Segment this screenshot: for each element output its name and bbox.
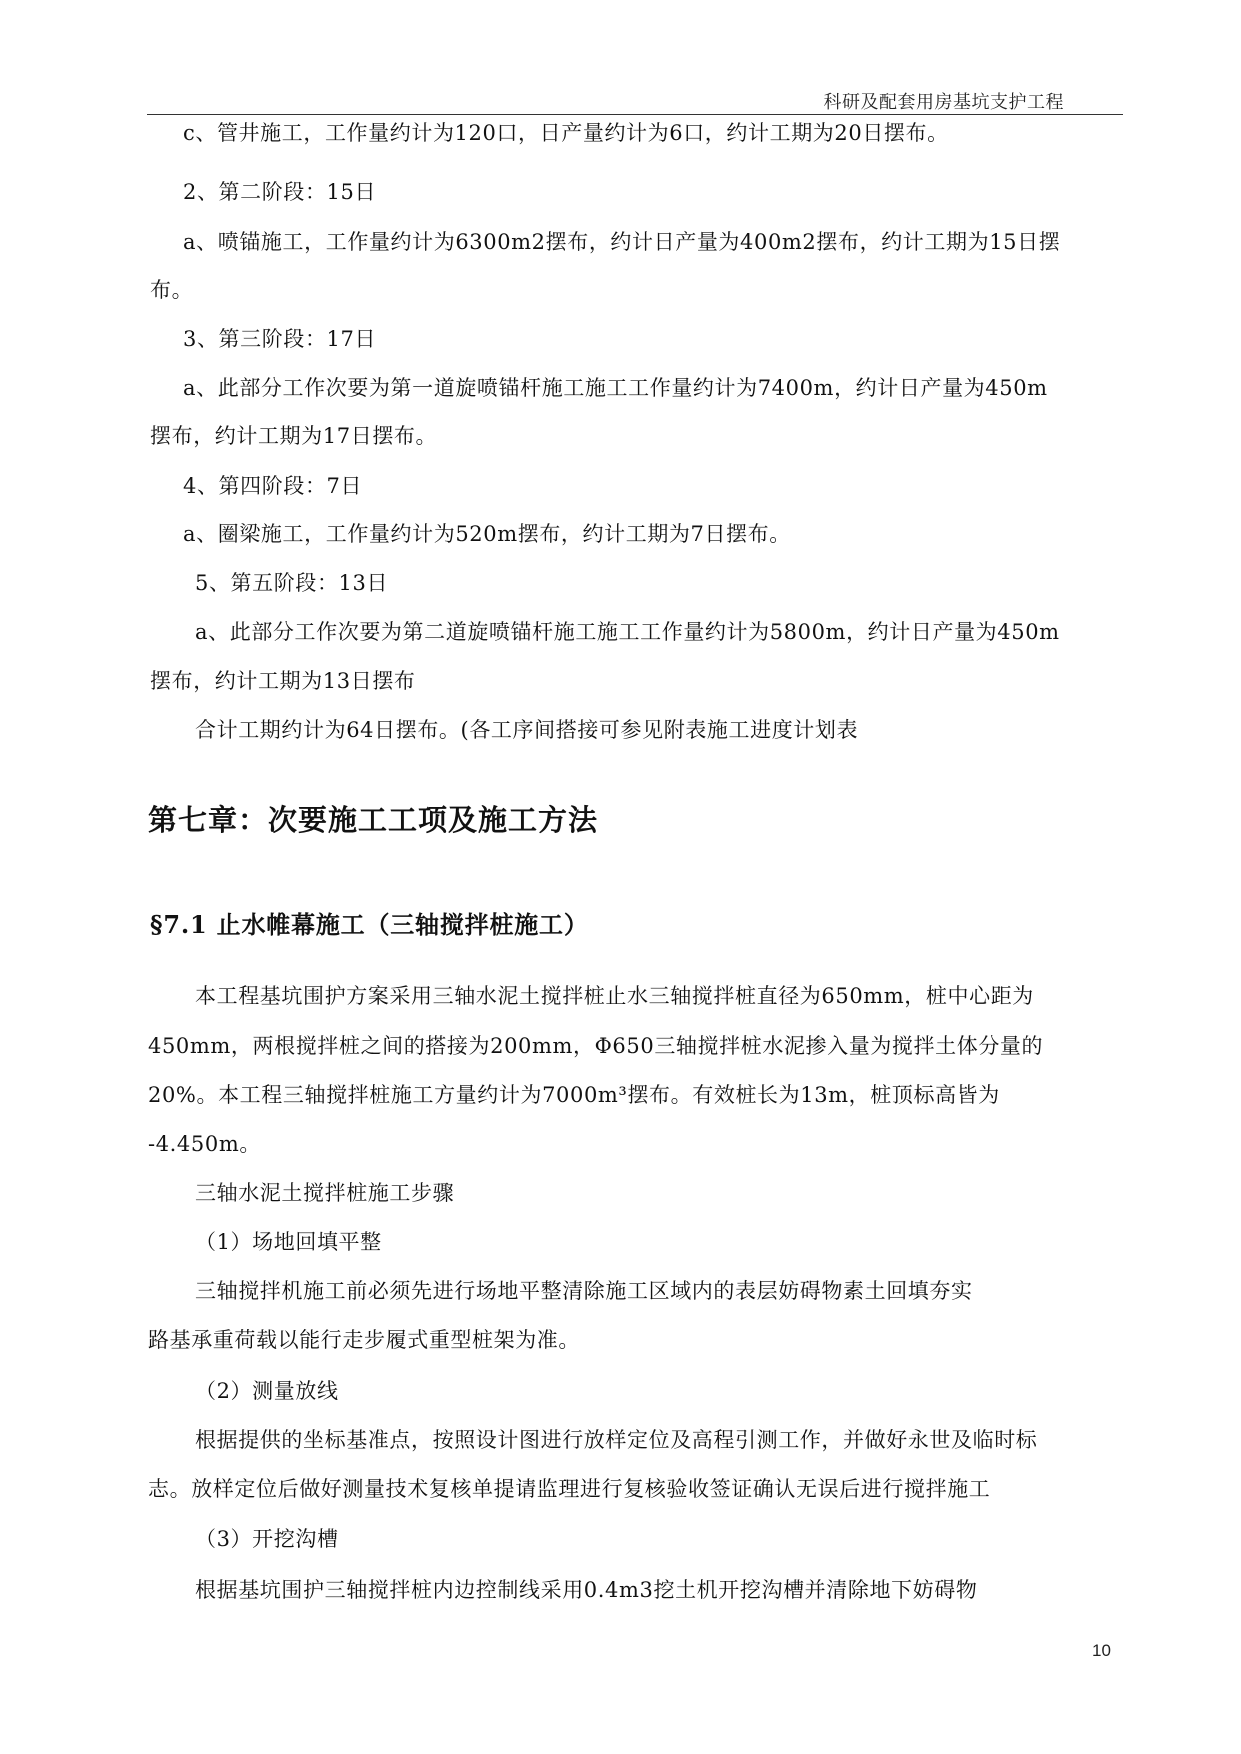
section-title: §7.1 止水帷幕施工（三轴搅拌桩施工） (150, 910, 589, 939)
body-line: a、此部分工作次要为第一道旋喷锚杆施工施工工作量约计为7400m，约计日产量为450m (183, 376, 1048, 400)
header-divider (147, 114, 1123, 115)
body-line: 摆布，约计工期为13日摆布 (150, 669, 416, 693)
running-header: 科研及配套用房基坑支护工程 (823, 92, 1064, 113)
section-line: 20%。本工程三轴搅拌桩施工方量约计为7000m³摆布。有效桩长为13m，桩顶标高皆为 (148, 1083, 1000, 1107)
body-line: 2、第二阶段：15日 (183, 180, 377, 204)
section-subheading: （2）测量放线 (195, 1379, 339, 1403)
section-line: 三轴水泥土搅拌桩施工步骤 (195, 1181, 455, 1205)
section-line: 路基承重荷载以能行走步履式重型桩架为准。 (148, 1328, 580, 1352)
body-line: 摆布，约计工期为17日摆布。 (150, 424, 438, 448)
body-line: a、此部分工作次要为第二道旋喷锚杆施工施工工作量约计为5800m，约计日产量为450m (195, 620, 1060, 644)
body-line: 5、第五阶段：13日 (195, 571, 389, 595)
body-line: 4、第四阶段：7日 (183, 474, 363, 498)
body-line: a、圈梁施工，工作量约计为520m摆布，约计工期为7日摆布。 (183, 522, 791, 546)
section-subheading: （3）开挖沟槽 (195, 1527, 339, 1551)
section-line: 根据提供的坐标基准点，按照设计图进行放样定位及高程引测工作，并做好永世及临时标 (195, 1428, 1038, 1452)
page-number: 10 (1092, 1641, 1111, 1660)
body-line: 布。 (150, 278, 194, 302)
section-line: 志。放样定位后做好测量技术复核单提请监理进行复核验收签证确认无误后进行搅拌施工 (148, 1477, 991, 1501)
section-line: 三轴搅拌机施工前必须先进行场地平整清除施工区域内的表层妨碍物素土回填夯实 (195, 1279, 973, 1303)
section-line: -4.450m。 (148, 1132, 261, 1156)
body-line: 3、第三阶段：17日 (183, 327, 377, 351)
body-line: c、管井施工，工作量约计为120口，日产量约计为6口，约计工期为20日摆布。 (183, 121, 949, 145)
body-line: 合计工期约计为64日摆布。(各工序间搭接可参见附表施工进度计划表 (195, 718, 859, 742)
body-line: a、喷锚施工，工作量约计为6300m2摆布，约计日产量为400m2摆布，约计工期为15日摆 (183, 230, 1061, 254)
section-line: 450mm，两根搅拌桩之间的搭接为200mm，Φ650三轴搅拌桩水泥掺入量为搅拌土体分量的 (148, 1034, 1044, 1058)
section-subheading: （1）场地回填平整 (195, 1230, 382, 1254)
chapter-title: 第七章：次要施工工项及施工方法 (148, 803, 599, 837)
section-line: 本工程基坑围护方案采用三轴水泥土搅拌桩止水三轴搅拌桩直径为650mm，桩中心距为 (195, 984, 1034, 1008)
section-line: 根据基坑围护三轴搅拌桩内边控制线采用0.4m3挖土机开挖沟槽并清除地下妨碍物 (195, 1578, 978, 1602)
